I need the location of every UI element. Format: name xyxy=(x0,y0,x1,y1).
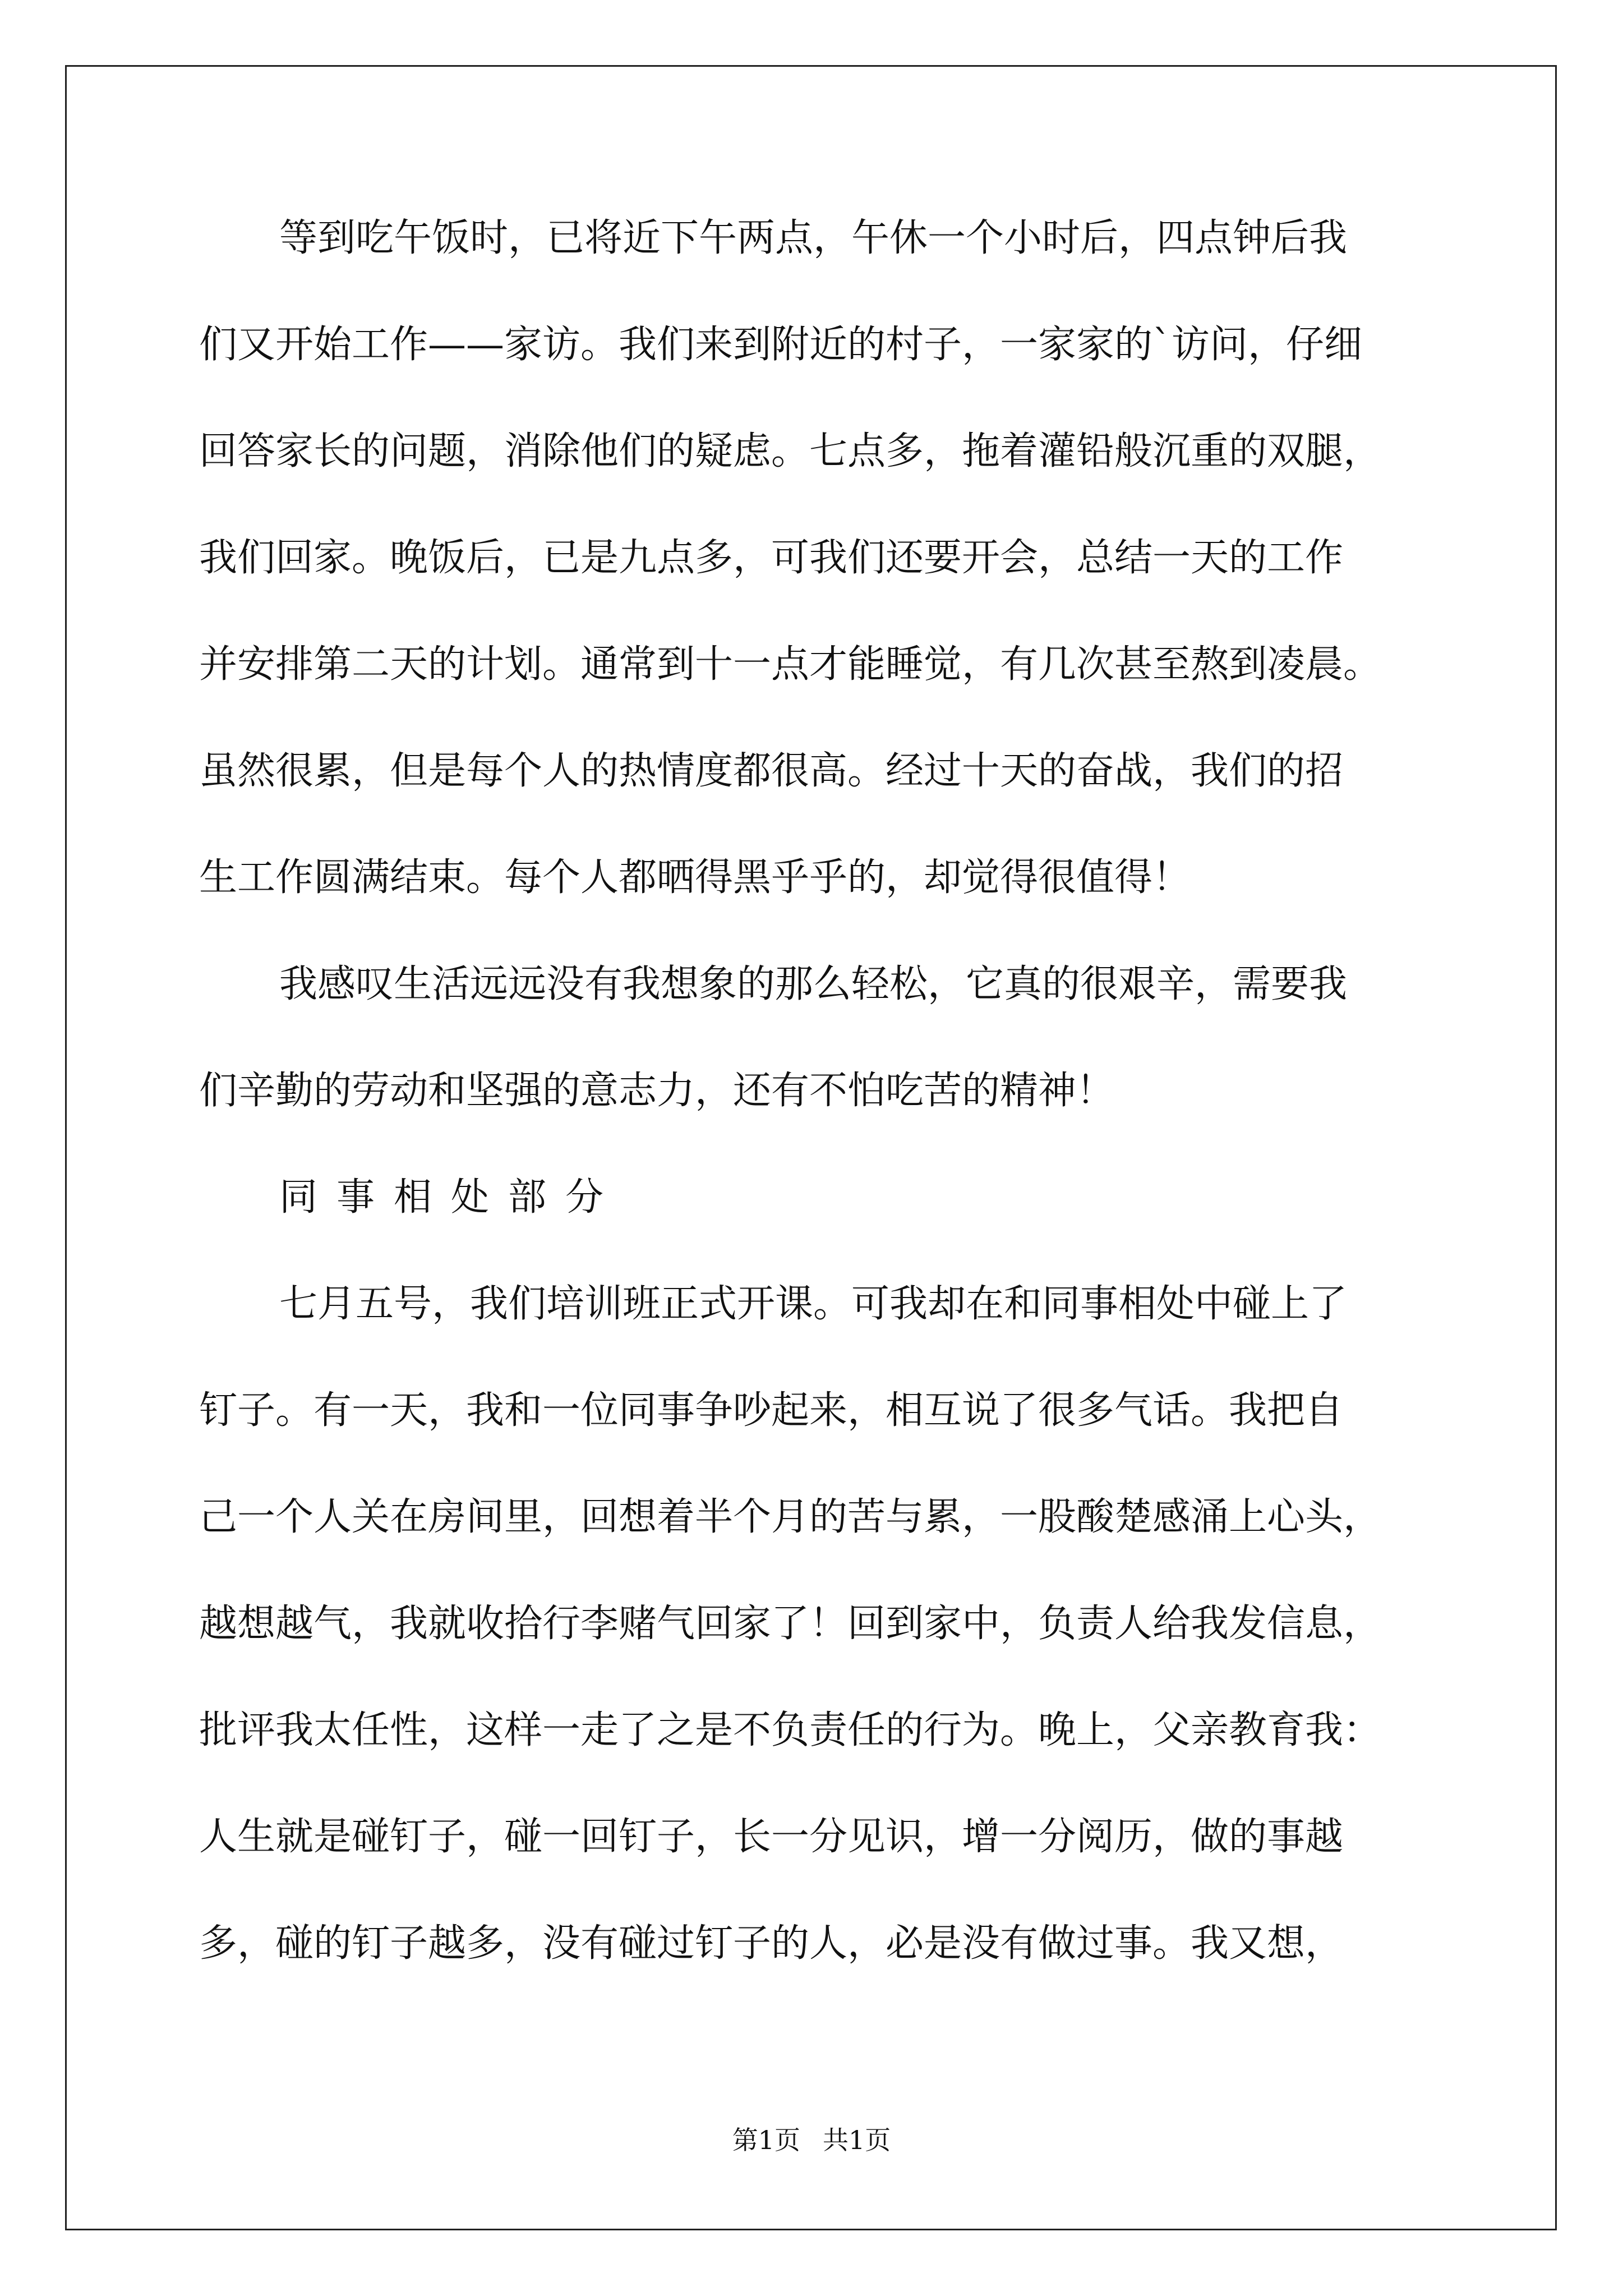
paragraph-line: 们辛勤的劳动和坚强的意志力，还有不怕吃苦的精神！ xyxy=(199,1069,1115,1113)
paragraph-line: 人生就是碰钉子，碰一回钉子，长一分见识，增一分阅历，做的事越 xyxy=(199,1815,1344,1859)
paragraph-line: 并安排第二天的计划。通常到十一点才能睡觉，有几次甚至熬到凌晨。 xyxy=(199,642,1382,687)
page-border xyxy=(65,65,1557,2230)
paragraph-line: 生工作圆满结束。每个人都晒得黑乎乎的，却觉得很值得！ xyxy=(199,855,1191,900)
paragraph-line: 多，碰的钉子越多，没有碰过钉子的人，必是没有做过事。我又想， xyxy=(199,1921,1344,1966)
paragraph-line: 我感叹生活远远没有我想象的那么轻松，它真的很艰辛，需要我 xyxy=(279,962,1348,1006)
paragraph-line: 钉子。有一天，我和一位同事争吵起来，相互说了很多气话。我把自 xyxy=(199,1388,1344,1433)
paragraph-line: 越想越气，我就收拾行李赌气回家了！回到家中，负责人给我发信息， xyxy=(199,1602,1382,1646)
paragraph-line: 虽然很累，但是每个人的热情度都很高。经过十天的奋战，我们的招 xyxy=(199,749,1344,793)
paragraph-line: 们又开始工作——家访。我们来到附近的村子，一家家的`访问，仔细 xyxy=(199,323,1363,367)
paragraph-line: 批评我太任性，这样一走了之是不负责任的行为。晚上，父亲教育我： xyxy=(199,1708,1382,1752)
paragraph-line: 等到吃午饭时，已将近下午两点，午休一个小时后，四点钟后我 xyxy=(279,216,1348,260)
paragraph-line: 七月五号，我们培训班正式开课。可我却在和同事相处中碰上了 xyxy=(279,1282,1348,1326)
page-footer xyxy=(0,2123,1623,2157)
page-number-current: 第1页 xyxy=(732,2125,800,2155)
page-number-total: 共1页 xyxy=(823,2125,891,2155)
paragraph-line: 回答家长的问题，消除他们的疑虑。七点多，拖着灌铅般沉重的双腿， xyxy=(199,429,1382,473)
section-heading: 同事相处部分 xyxy=(279,1175,623,1220)
paragraph-line: 己一个人关在房间里，回想着半个月的苦与累，一股酸楚感涌上心头， xyxy=(199,1495,1382,1539)
paragraph-line: 我们回家。晚饭后，已是九点多，可我们还要开会，总结一天的工作 xyxy=(199,536,1344,580)
